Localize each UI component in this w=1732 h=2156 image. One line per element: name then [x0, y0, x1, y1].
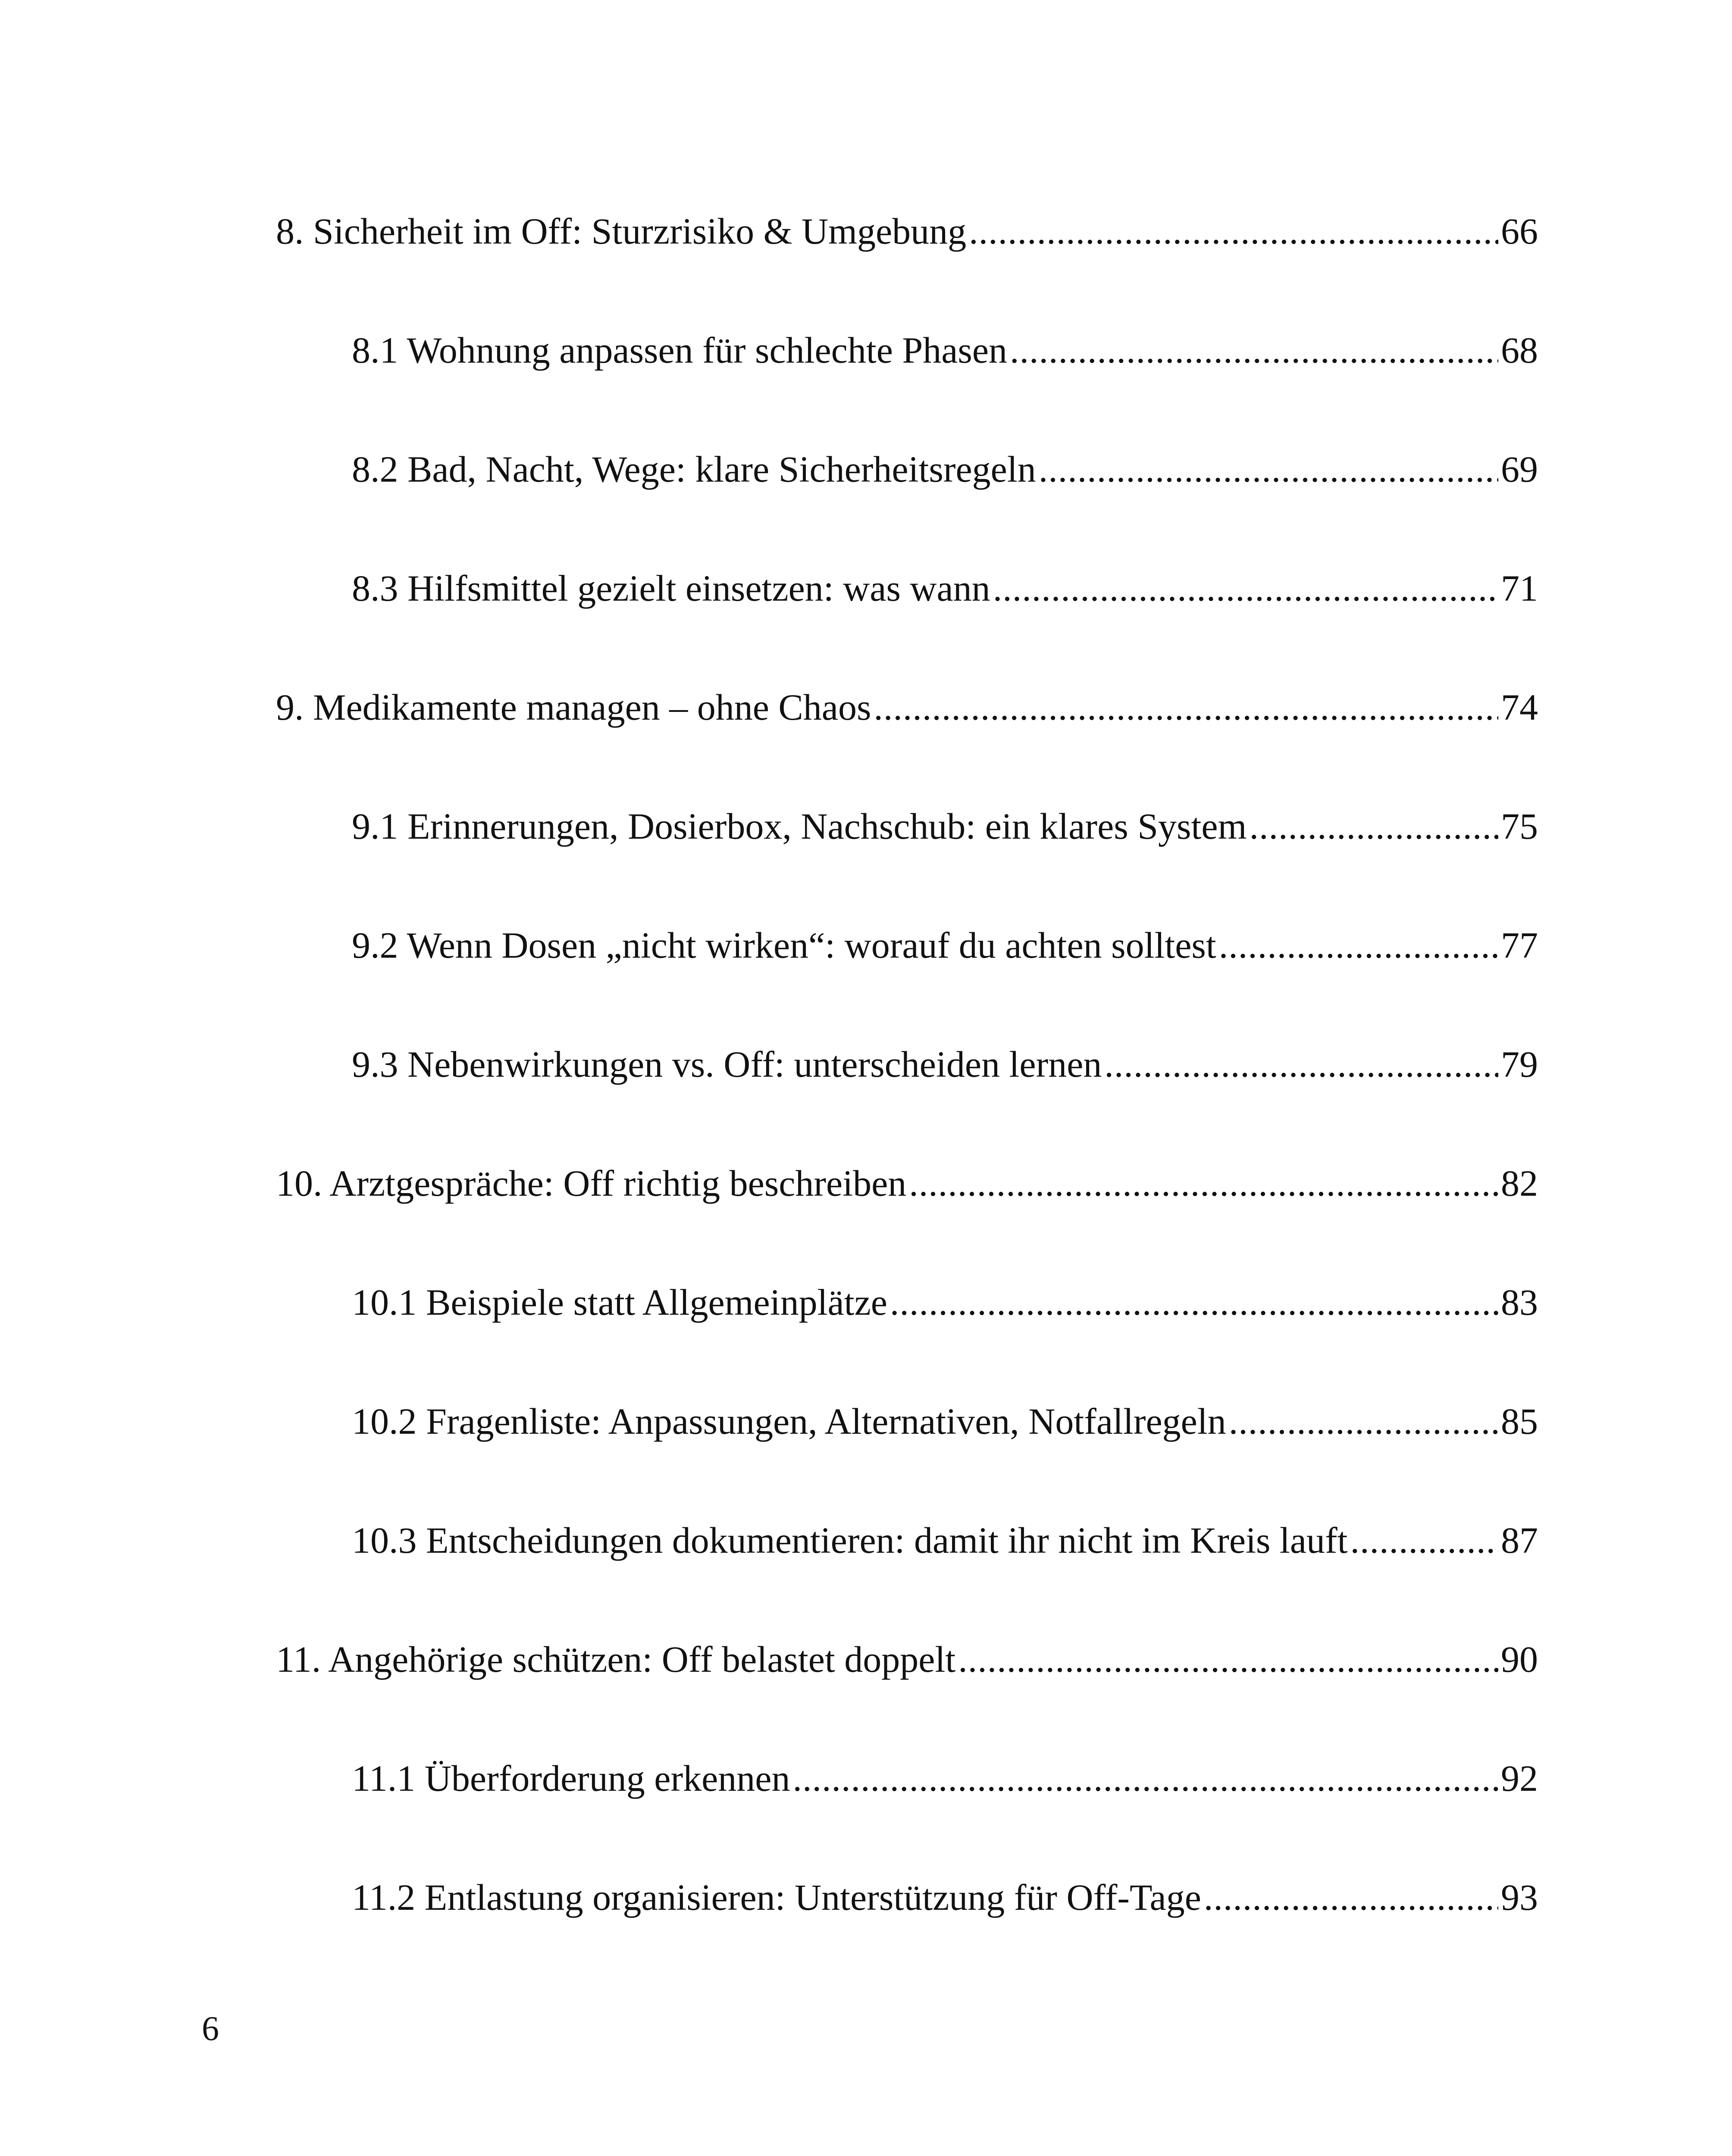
toc-dot-leader [1104, 1038, 1498, 1090]
toc-entry-8-1 [276, 324, 1538, 443]
toc-entry-8-2 [276, 443, 1538, 562]
toc-dot-leader [1039, 443, 1498, 495]
toc-entry-11-2 [276, 1871, 1538, 1990]
toc-dot-leader [1219, 919, 1498, 971]
toc-entry-page: 83 [1501, 1282, 1538, 1323]
toc-dot-leader [1204, 1871, 1498, 1923]
toc-entry-title: 10. Arztgespräche: Off richtig beschreiben [276, 1163, 907, 1204]
toc-entry-9-2 [276, 919, 1538, 1038]
toc-entry-title: 8.1 Wohnung anpassen für schlechte Phasen [352, 329, 1008, 371]
toc-entry-title: 9.1 Erinnerungen, Dosierbox, Nachschub: ein klares System [352, 805, 1247, 847]
toc-entry-title: 8.2 Bad, Nacht, Wege: klare Sicherheitsregeln [352, 448, 1036, 490]
toc-entry-title: 11. Angehörige schützen: Off belastet doppelt [276, 1639, 956, 1680]
toc-entry-9-1 [276, 800, 1538, 919]
toc-dot-leader [1249, 800, 1498, 852]
toc-entry-title: 10.1 Beispiele statt Allgemeinplätze [352, 1282, 887, 1323]
toc-entry-9-3 [276, 1038, 1538, 1157]
toc-entry-title: 11.1 Überforderung erkennen [352, 1758, 790, 1799]
toc-dot-leader [792, 1752, 1498, 1804]
toc-dot-leader [890, 1276, 1498, 1328]
toc-dot-leader [874, 681, 1498, 733]
toc-entry-page: 93 [1501, 1877, 1538, 1918]
table-of-contents [276, 205, 1538, 1990]
toc-entry-page: 66 [1501, 210, 1538, 252]
toc-entry-10-1 [276, 1276, 1538, 1395]
toc-dot-leader [969, 205, 1498, 257]
toc-dot-leader [1229, 1395, 1498, 1447]
toc-dot-leader [958, 1633, 1498, 1685]
toc-entry-11-1 [276, 1752, 1538, 1871]
toc-entry-8-3 [276, 562, 1538, 681]
toc-entry-page: 74 [1501, 686, 1538, 728]
page-number: 6 [202, 2010, 219, 2048]
toc-entry-8 [276, 205, 1538, 324]
toc-entry-9 [276, 681, 1538, 800]
toc-entry-title: 11.2 Entlastung organisieren: Unterstützung für Off-Tage [352, 1877, 1201, 1918]
toc-entry-page: 85 [1501, 1401, 1538, 1442]
toc-entry-page: 71 [1501, 567, 1538, 609]
toc-entry-title: 9.3 Nebenwirkungen vs. Off: unterscheiden lernen [352, 1044, 1102, 1085]
toc-entry-10 [276, 1157, 1538, 1276]
toc-entry-11 [276, 1633, 1538, 1752]
toc-entry-10-3 [276, 1514, 1538, 1633]
toc-entry-page: 79 [1501, 1044, 1538, 1085]
toc-dot-leader [993, 562, 1498, 614]
toc-entry-title: 8. Sicherheit im Off: Sturzrisiko & Umgebung [276, 210, 967, 252]
toc-dot-leader [1010, 324, 1498, 376]
toc-entry-title: 10.3 Entscheidungen dokumentieren: damit ihr nicht im Kreis lauft [352, 1520, 1348, 1561]
toc-entry-title: 10.2 Fragenliste: Anpassungen, Alternativen, Notfallregeln [352, 1401, 1226, 1442]
toc-entry-page: 87 [1501, 1520, 1538, 1561]
toc-entry-page: 68 [1501, 329, 1538, 371]
toc-entry-page: 92 [1501, 1758, 1538, 1799]
toc-entry-title: 8.3 Hilfsmittel gezielt einsetzen: was wann [352, 567, 990, 609]
toc-entry-page: 75 [1501, 805, 1538, 847]
toc-entry-page: 82 [1501, 1163, 1538, 1204]
toc-dot-leader [909, 1157, 1498, 1209]
toc-entry-page: 90 [1501, 1639, 1538, 1680]
toc-entry-10-2 [276, 1395, 1538, 1514]
toc-entry-title: 9. Medikamente managen – ohne Chaos [276, 686, 871, 728]
toc-entry-page: 77 [1501, 924, 1538, 966]
toc-dot-leader [1350, 1514, 1498, 1566]
toc-entry-page: 69 [1501, 448, 1538, 490]
toc-entry-title: 9.2 Wenn Dosen „nicht wirken“: worauf du achten solltest [352, 924, 1216, 966]
